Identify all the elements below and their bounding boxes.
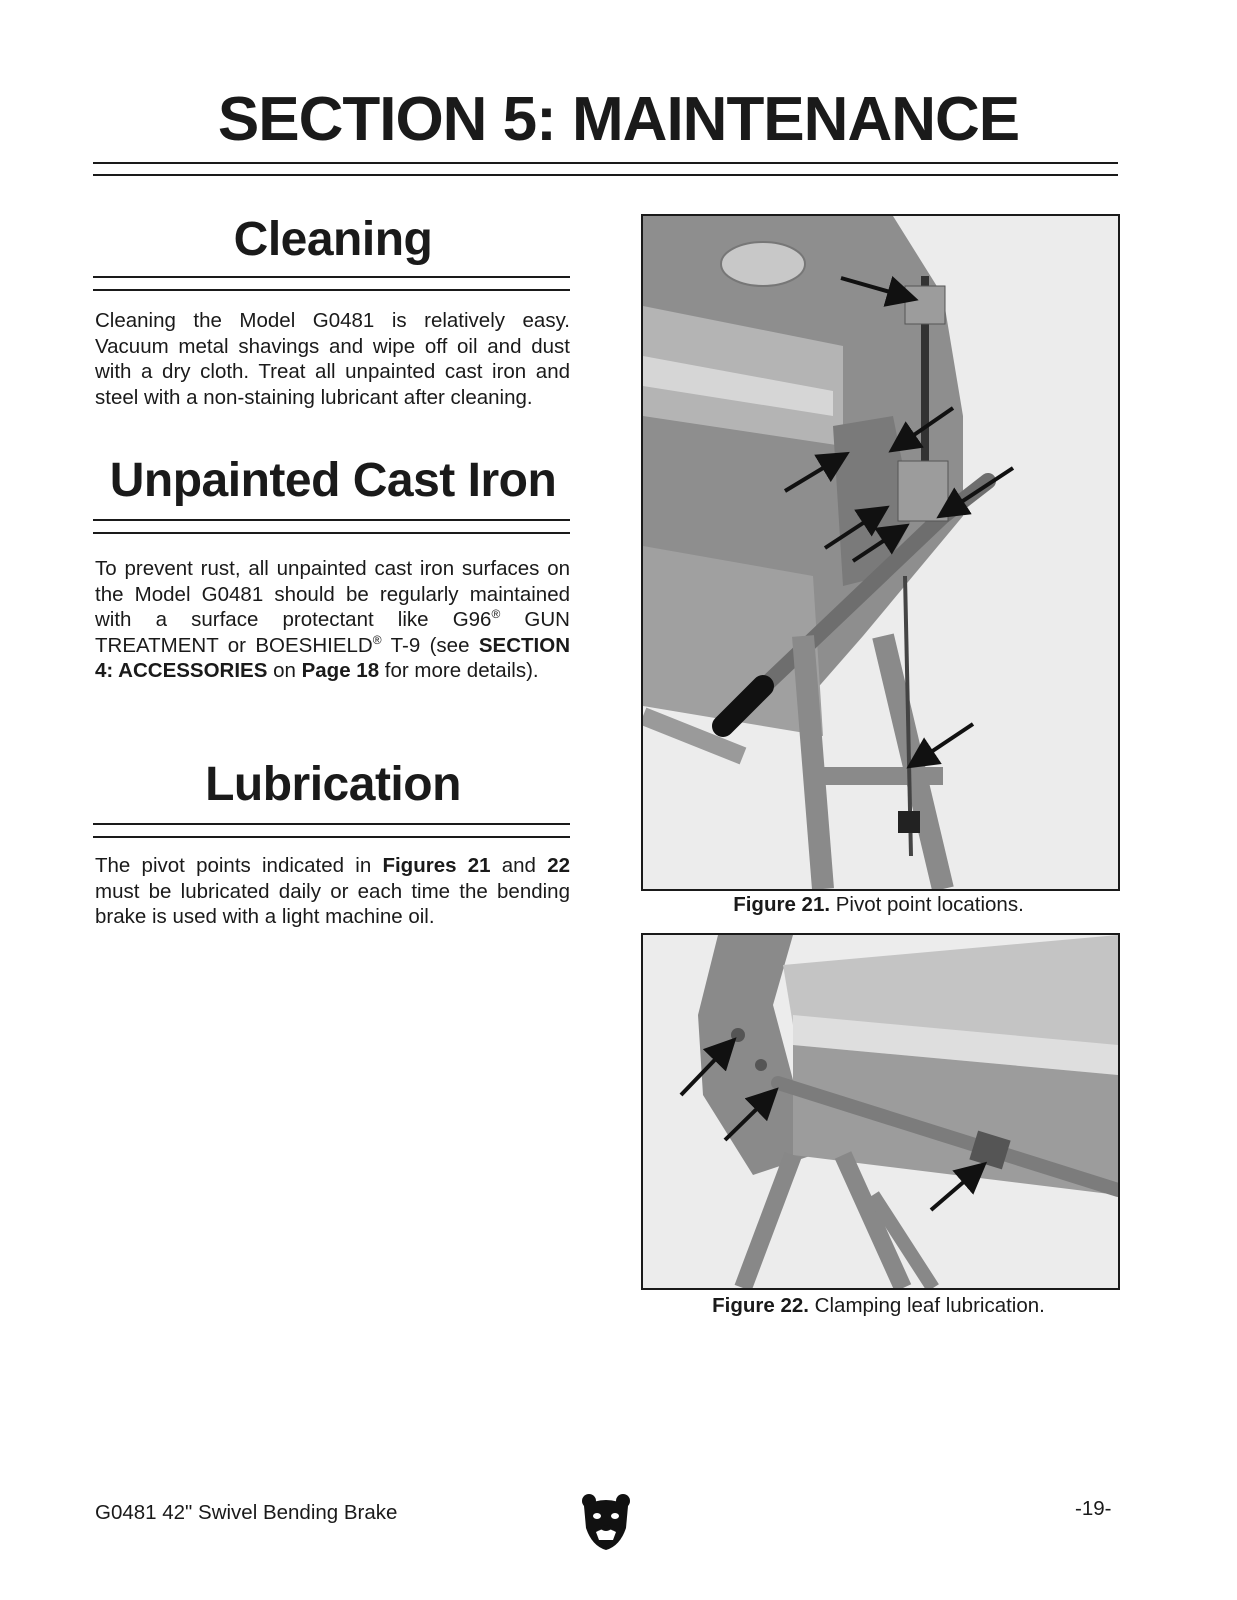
cleaning-rule-top	[93, 276, 570, 278]
bear-logo-icon	[580, 1492, 632, 1552]
lubrication-rule-top	[93, 823, 570, 825]
cast-iron-heading: Unpainted Cast Iron	[109, 454, 557, 507]
cast-iron-rule-top	[93, 519, 570, 521]
figure-22-image	[641, 933, 1120, 1290]
lubrication-heading: Lubrication	[205, 758, 461, 811]
figure-21-caption: Figure 21. Pivot point locations.	[733, 893, 1024, 916]
accessories-reference: SECTION 4: ACCESSORIES	[95, 633, 570, 682]
cleaning-paragraph: Cleaning the Model G0481 is relatively easy. Vacuum metal shavings and wipe off oil and dust with a dry cloth. Treat all unpainted cast iron and steel with a non-staining lubricant after cleaning.	[95, 309, 570, 409]
footer-page-number: -19-	[1075, 1497, 1112, 1520]
title-rule-top	[93, 162, 1118, 164]
cast-iron-rule-bottom	[93, 532, 570, 534]
cleaning-heading: Cleaning	[233, 213, 433, 266]
cast-iron-paragraph: To prevent rust, all unpainted cast iron surfaces on the Model G0481 should be regularly maintained with a surface protectant like G96® GUN TREATMENT or BOESHIELD® T-9 (see SECTION 4: ACCESSORIES on Page 18 for more details).	[95, 557, 570, 682]
page-title: SECTION 5: MAINTENANCE	[217, 85, 1020, 154]
lubrication-paragraph: The pivot points indicated in Figures 21 and 22 must be lubricated daily or each time the bending brake is used with a light machine oil.	[95, 854, 570, 928]
cleaning-rule-bottom	[93, 289, 570, 291]
page-reference: Page 18	[301, 659, 380, 682]
lubrication-rule-bottom	[93, 836, 570, 838]
title-rule-bottom	[93, 174, 1118, 176]
figure-22-caption: Figure 22. Clamping leaf lubrication.	[712, 1294, 1045, 1317]
footer-model: G0481 42" Swivel Bending Brake	[95, 1501, 398, 1524]
figure-21-image	[641, 214, 1120, 891]
